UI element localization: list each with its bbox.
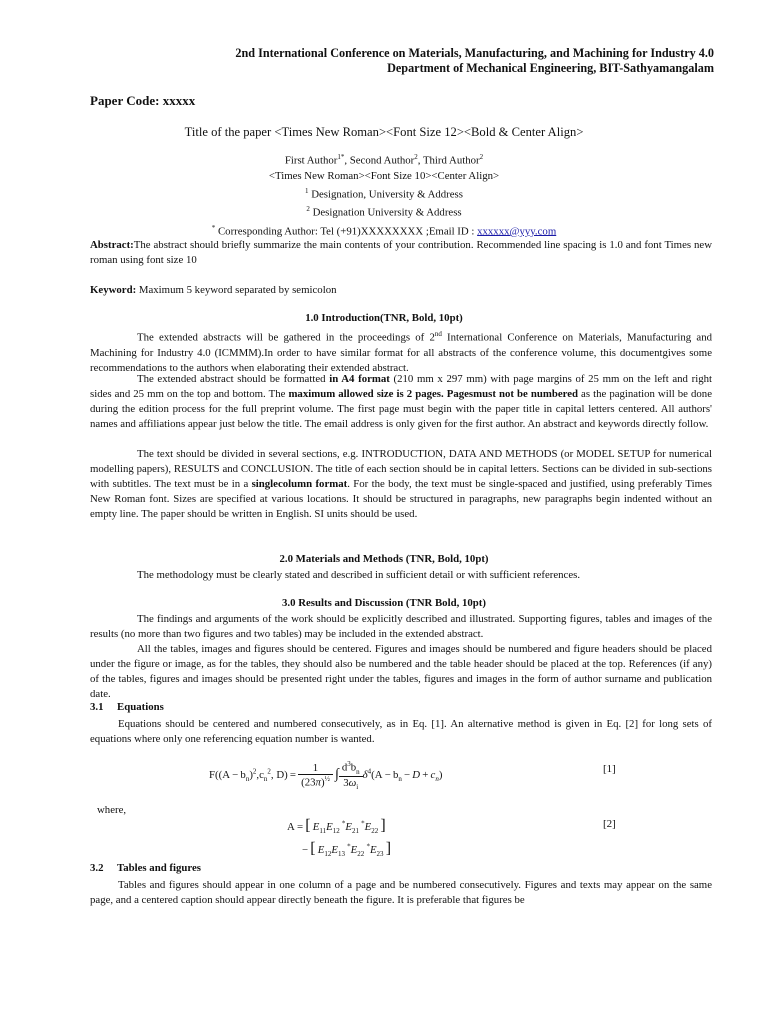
paper-title: Title of the paper <Times New Roman><Font Size 12><Bold & Center Align> — [184, 125, 584, 139]
author-line — [0, 150, 768, 169]
intro-paragraph-2 — [90, 372, 712, 432]
subsection-number: 3.1 — [90, 701, 104, 713]
subsection-title: Tables and figures — [117, 862, 202, 874]
keyword-text: Maximum 5 keyword separated by semicolon — [138, 284, 337, 296]
subsection-heading-equations — [90, 701, 164, 713]
keyword-label: Keyword: — [90, 284, 139, 296]
intro-text: as the pagination will be done during the edition process for the full preprint volume. The first page must begin with the paper title in capital letters centered. All authors' names and affiliations appear just below the title. The email address is only given for the first author. An abstract and keywords directly follow. — [90, 388, 712, 430]
conference-title: 2nd International Conference on Materials, Manufacturing, and Machining for Industry 4.0 — [235, 46, 714, 60]
intro-text: International Conference on Materials, Manufacturing and Machining for Industry 4.0 (ICMMM).In order to have similar format for all abstracts of the conference volume, this documentgives some recommendations to the authors when elaborating their extended abstract. — [90, 331, 712, 374]
author-sup: 2 — [414, 153, 418, 161]
abstract-text: The abstract should briefly summarize the main contents of your contribution. Recommended line spacing is 1.0 and font Times new roman using font size 10 — [90, 239, 712, 266]
intro-text: (210 mm x 297 mm) with page margins of 25 mm on the left and right sides and 25 mm on the top and bottom. The — [90, 373, 712, 400]
conference-header — [235, 46, 714, 76]
author-sup: 2 — [479, 153, 484, 161]
equations-paragraph: Equations should be centered and numbered consecutively, as in Eq. [1]. An alternative method is given in Eq. [2] for long sets of equations where only one referencing equation number is wanted. — [90, 718, 712, 745]
equation-2-line-2: − [ $E_{12}E_{13}$ $^*E_{22}$ $^*E_{23}$ ] — [302, 840, 392, 859]
intro-text: The extended abstract should be formatted — [137, 373, 330, 385]
author-format-line: <Times New Roman><Font Size 10><Center Align> — [268, 169, 500, 182]
third-author: , Third Author — [417, 154, 480, 167]
ordinal-sup: nd — [434, 330, 442, 338]
abstract-label: Abstract: — [90, 239, 134, 251]
methods-paragraph: The methodology must be clearly stated and described in sufficient detail or with sufficient references. — [137, 569, 581, 581]
aff-sup: 1 — [305, 186, 309, 195]
aff-text: Designation, University & Address — [308, 188, 463, 201]
subsection-title: Equations — [117, 701, 164, 713]
affiliation-1 — [0, 184, 768, 203]
intro-paragraph-3 — [90, 447, 712, 522]
intro-text: The text should be divided in several sections, e.g. INTRODUCTION, DATA AND METHODS (or MODEL SETUP for numerical modelling papers), RESULTS and CONCLUSION. The title of each section should be in capital letters. Sections can be divided in sub-sections with subtitles. The text must be in a — [90, 448, 712, 490]
tables-paragraph: Tables and figures should appear in one column of a page and be numbered consecutively. Figures and texts may appear on the same page, and a centered caption should appear directly beneath the figure. It is preferable that figures be — [90, 879, 712, 906]
subsection-heading-tables — [90, 862, 201, 874]
intro-bold: maximum allowed size is 2 pages. Pagesmust not be numbered — [288, 388, 579, 400]
corresponding-author — [0, 221, 768, 240]
subsection-number: 3.2 — [90, 862, 104, 874]
second-author: , Second Author — [344, 154, 415, 167]
paper-code: Paper Code: xxxxx — [90, 93, 196, 108]
section-heading-methods: 2.0 Materials and Methods (TNR, Bold, 10pt) — [279, 553, 489, 565]
section-heading-introduction: 1.0 Introduction(TNR, Bold, 10pt) — [305, 312, 463, 324]
aff-sup: 2 — [306, 205, 310, 214]
intro-text: . For the body, the text must be single-spaced and justified, using preferably Times New Roman font. Sizes are specified at various locations. It should be structured in paragraphs, new paragraphs begin indented without an empty line. The paper should be written in English. SI units should be used. — [90, 478, 712, 520]
equation-2-line-1: A = [ $E_{11}E_{12}$ $^*E_{21}$ $^*E_{22}$ ] — [287, 817, 386, 836]
affiliation-2 — [0, 202, 768, 221]
where-label: where, — [97, 804, 127, 816]
email-link[interactable]: xxxxxx@yyy.com — [477, 225, 557, 238]
department-line: Department of Mechanical Engineering, BIT-Sathyamangalam — [387, 61, 714, 75]
intro-paragraph-1 — [90, 327, 712, 376]
section-heading-results: 3.0 Results and Discussion (TNR Bold, 10pt) — [282, 597, 486, 609]
equation-2-number: [2] — [603, 818, 616, 830]
corr-text: Corresponding Author: Tel (+91)XXXXXXXX ;Email ID : — [215, 225, 478, 238]
abstract — [90, 238, 712, 268]
author-sup: 1* — [337, 153, 345, 161]
results-paragraph-1: The findings and arguments of the work should be explicitly described and illustrated. Supporting figures, tables and images of the results (no more than two figures and two tables) may be included in the extended abstract. — [90, 613, 712, 640]
equation-1-number: [1] — [603, 763, 616, 775]
author-block — [0, 150, 768, 239]
intro-bold: singlecolumn format — [251, 478, 348, 490]
aff-text: Designation University & Address — [309, 206, 462, 219]
keywords — [90, 283, 712, 298]
intro-text: The extended abstracts will be gathered in the proceedings of 2 — [137, 331, 435, 344]
results-paragraph-2: All the tables, images and figures should be centered. Figures and images should be numbered and figure headers should be placed under the figure or image, as for the tables, they should also be numbered and the table header should be placed at the top. References (if any) of the tables, figures and images should be presented right under the tables, figures and images in the form of author surname and publication date. — [90, 643, 712, 700]
equation-1: $F((A - b_n)^2,c_n^2$, D) = $\frac{1}{(23\pi)^{\frac{1}{2}}}$ ∫ $\frac{d^3b_n}{3\omega_i}$ $\delta^4(A - b_n - D + c_n)$ — [209, 760, 443, 791]
intro-bold: in A4 format — [329, 373, 390, 385]
first-author: First Author — [284, 154, 338, 167]
corr-sup: * — [211, 223, 216, 232]
